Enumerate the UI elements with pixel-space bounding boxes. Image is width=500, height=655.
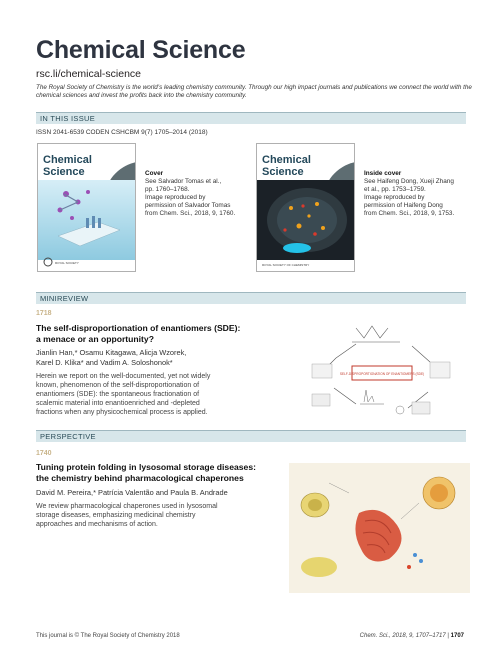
section-bar-minireview: MINIREVIEW bbox=[36, 292, 466, 304]
article-2-abstract-line2: storage diseases, emphasizing medicinal chemistry bbox=[36, 512, 196, 519]
journal-title: Chemical Science bbox=[36, 36, 246, 64]
cover-1-line3: Image reproduced by bbox=[145, 194, 206, 201]
footer-separator: | bbox=[445, 633, 451, 639]
cover-1-title-2: Science bbox=[43, 166, 85, 178]
footer-citation bbox=[360, 633, 464, 639]
section-bar-perspective: PERSPECTIVE bbox=[36, 430, 466, 442]
cover-1-line5: from Chem. Sci., 2018, 9, 1760. bbox=[145, 210, 236, 217]
cover-image-1[interactable] bbox=[37, 143, 136, 272]
article-2-authors bbox=[36, 488, 228, 498]
article-2-abstract-line3: approaches and mechanisms of action. bbox=[36, 521, 158, 528]
cover-2-line2: et al., pp. 1753–1759. bbox=[364, 186, 426, 193]
cover-art-1 bbox=[38, 144, 136, 272]
article-1-abstract-line4: scalemic material into enantioenriched and -depleted bbox=[36, 400, 200, 407]
footer-copyright: This journal is © The Royal Society of Chemistry 2018 bbox=[36, 633, 180, 639]
svg-text:ROYAL SOCIETY: ROYAL SOCIETY bbox=[55, 261, 79, 265]
article-1-abstract-line5: fractions when any physicochemical process is applied. bbox=[36, 409, 208, 416]
mission-statement: The Royal Society of Chemistry is the world’s leading chemistry community. Through our high impact journals and publications we connect the world with the chemical sciences and invest the profits back into the chemistry community. bbox=[36, 84, 472, 100]
cover-2-line3: Image reproduced by bbox=[364, 194, 425, 201]
article-1-abstract-line3: enantiomers (SDE): the spontaneous fractionation of bbox=[36, 391, 200, 398]
article-2-authors-line1: David M. Pereira,* Patrícia Valentão and Paula B. Andrade bbox=[36, 488, 228, 497]
article-2-graphic bbox=[289, 463, 470, 593]
article-1-pages[interactable]: 1718 bbox=[36, 310, 52, 317]
article-1-authors bbox=[36, 348, 186, 367]
section-bar-issue: IN THIS ISSUE bbox=[36, 112, 466, 124]
article-1-title-line2: a menace or an opportunity? bbox=[36, 333, 154, 344]
article-2-title-line2: the chemistry behind pharmacological chaperones bbox=[36, 472, 244, 483]
cover-2-title-2: Science bbox=[262, 166, 304, 178]
issn-line: ISSN 2041-6539 CODEN CSHCBM 9(7) 1705–2014 (2018) bbox=[36, 129, 208, 136]
cover-image-2[interactable] bbox=[256, 143, 355, 272]
article-2-abstract bbox=[36, 502, 218, 529]
cover-1-label: Cover bbox=[145, 170, 164, 177]
article-1-authors-line1: Jianlin Han,* Osamu Kitagawa, Alicja Wzorek, bbox=[36, 348, 187, 357]
cover-1-line4: permission of Salvador Tomas bbox=[145, 202, 231, 209]
cover-art-2 bbox=[257, 144, 355, 272]
cover-1-line2: pp. 1760–1768. bbox=[145, 186, 190, 193]
cover-2-line4: permission of Haifeng Dong bbox=[364, 202, 443, 209]
article-1-title[interactable] bbox=[36, 323, 240, 344]
journal-url[interactable]: rsc.li/chemical-science bbox=[36, 68, 142, 80]
cover-caption-1 bbox=[145, 170, 255, 218]
footer-citation-text: Chem. Sci., 2018, 9, 1707–1717 bbox=[359, 633, 446, 639]
footer-page-number: 1707 bbox=[450, 633, 464, 639]
article-2-title[interactable] bbox=[36, 462, 256, 483]
article-1-title-line1: The self-disproportionation of enantiomers (SDE): bbox=[36, 323, 241, 333]
cover-2-label: Inside cover bbox=[364, 170, 402, 177]
article-1-abstract bbox=[36, 372, 210, 417]
article-1-abstract-line2: known, phenomenon of the self-disproportionation of bbox=[36, 382, 200, 389]
cover-2-line1: See Haifeng Dong, Xueji Zhang bbox=[364, 178, 454, 185]
article-2-abstract-line1: We review pharmacological chaperones used in lysosomal bbox=[36, 503, 218, 510]
article-1-figure-box-label: SELF-DISPROPORTIONATION OF ENANTIOMERS (SDE) bbox=[339, 372, 425, 376]
article-1-abstract-line1: Herein we report on the well-documented, yet not widely bbox=[36, 373, 211, 380]
cover-1-line1: See Salvador Tomas et al., bbox=[145, 178, 222, 185]
svg-text:ROYAL SOCIETY OF CHEMISTRY: ROYAL SOCIETY OF CHEMISTRY bbox=[262, 263, 310, 267]
cover-caption-2 bbox=[364, 170, 484, 218]
cover-1-title-1: Chemical bbox=[43, 154, 92, 166]
article-2-pages[interactable]: 1740 bbox=[36, 450, 52, 457]
article-2-title-line1: Tuning protein folding in lysosomal storage diseases: bbox=[36, 462, 256, 472]
cover-2-line5: from Chem. Sci., 2018, 9, 1753. bbox=[364, 210, 455, 217]
article-1-graphic bbox=[304, 318, 470, 426]
cover-2-title-1: Chemical bbox=[262, 154, 311, 166]
article-1-authors-line2: Karel D. Klika* and Vadim A. Soloshonok* bbox=[36, 357, 173, 367]
